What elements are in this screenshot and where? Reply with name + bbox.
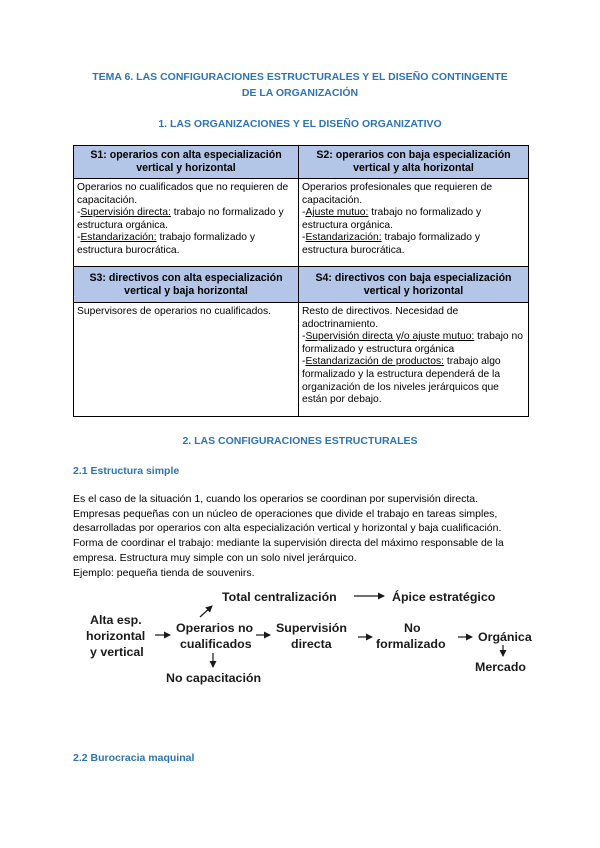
node-organica: Orgánica	[478, 630, 532, 644]
subsection-2-2-heading: 2.2 Burocracia maquinal	[73, 752, 195, 764]
node-alta-esp: Alta esp.	[90, 613, 142, 627]
section2-heading: 2. LAS CONFIGURACIONES ESTRUCTURALES	[182, 435, 418, 447]
node-cualificados: cualificados	[180, 637, 252, 651]
s4-item2: -Estandarización de productos: trabajo algo formalizado y la estructura dependerá de la organización de los niveles jerárquicos que están por debajo.	[302, 356, 501, 406]
node-vertical: y vertical	[90, 645, 144, 659]
s2-intro: Operarios profesionales que requieren de capacitación.	[302, 182, 493, 206]
s1-item2: -Estandarización: trabajo formalizado y estructura burocrática.	[77, 232, 256, 256]
s4-header: S4: directivos con baja especialización vertical y horizontal	[299, 267, 529, 303]
doc-title-line2: DE LA ORGANIZACIÓN	[241, 87, 359, 99]
section1-heading: 1. LAS ORGANIZACIONES Y EL DISEÑO ORGANIZATIVO	[158, 118, 442, 130]
node-formalizado: formalizado	[376, 637, 446, 651]
body-line: Forma de coordinar el trabajo: mediante la supervisión directa del máximo responsable de la	[73, 537, 504, 550]
node-horizontal: horizontal	[86, 629, 146, 643]
s3-header: S3: directivos con alta especialización vertical y baja horizontal	[74, 267, 299, 303]
body-line: Empresas pequeñas con un núcleo de operaciones que divide el trabajo en tareas simples,	[73, 507, 498, 520]
s1-intro: Operarios no cualificados que no requieren de capacitación.	[77, 182, 289, 206]
section2-1-body	[73, 492, 543, 580]
node-supervision: Supervisión	[276, 621, 347, 635]
node-mercado: Mercado	[475, 660, 526, 674]
subsection-2-1-heading: 2.1 Estructura simple	[73, 465, 180, 477]
body-line: Ejemplo: pequeña tienda de souvenirs.	[73, 566, 255, 579]
node-directa: directa	[291, 637, 332, 651]
s1-item1: -Supervisión directa: trabajo no formalizado y estructura orgánica.	[77, 207, 284, 231]
s4-intro: Resto de directivos. Necesidad de adoctrinamiento.	[302, 306, 459, 330]
s2-cell	[299, 179, 529, 267]
arrow	[200, 606, 212, 617]
s2-header: S2: operarios con baja especialización vertical y alta horizontal	[299, 146, 529, 179]
node-operarios: Operarios no	[176, 621, 254, 635]
node-total-centralizacion: Total centralización	[222, 590, 337, 604]
s1-cell	[74, 179, 299, 267]
s2-item2: -Estandarización: trabajo formalizado y estructura burocrática.	[302, 232, 481, 256]
body-line: empresa. Estructura muy simple con un solo nivel jerárquico.	[73, 551, 357, 564]
s2-item1: -Ajuste mutuo: trabajo no formalizado y estructura orgánica.	[302, 207, 482, 231]
doc-title-line1: TEMA 6. LAS CONFIGURACIONES ESTRUCTURALES Y EL DISEÑO CONTINGENTE	[92, 71, 508, 83]
node-no: No	[404, 621, 421, 635]
s4-item1: -Supervisión directa y/o ajuste mutuo: trabajo no formalizado y estructura orgánica	[302, 331, 523, 355]
simple-structure-diagram	[0, 580, 600, 690]
s3-cell: Supervisores de operarios no cualificados.	[74, 303, 299, 417]
situations-table	[73, 145, 529, 417]
node-apice-estrategico: Ápice estratégico	[392, 590, 496, 604]
s1-header: S1: operarios con alta especialización vertical y horizontal	[74, 146, 299, 179]
node-no-capacitacion: No capacitación	[166, 671, 262, 685]
body-line: Es el caso de la situación 1, cuando los operarios se coordinan por supervisión directa.	[73, 493, 479, 505]
s4-cell	[299, 303, 529, 417]
body-line: desarrolladas por operarios con alta especialización vertical y horizontal y baja cualificación.	[73, 522, 502, 535]
